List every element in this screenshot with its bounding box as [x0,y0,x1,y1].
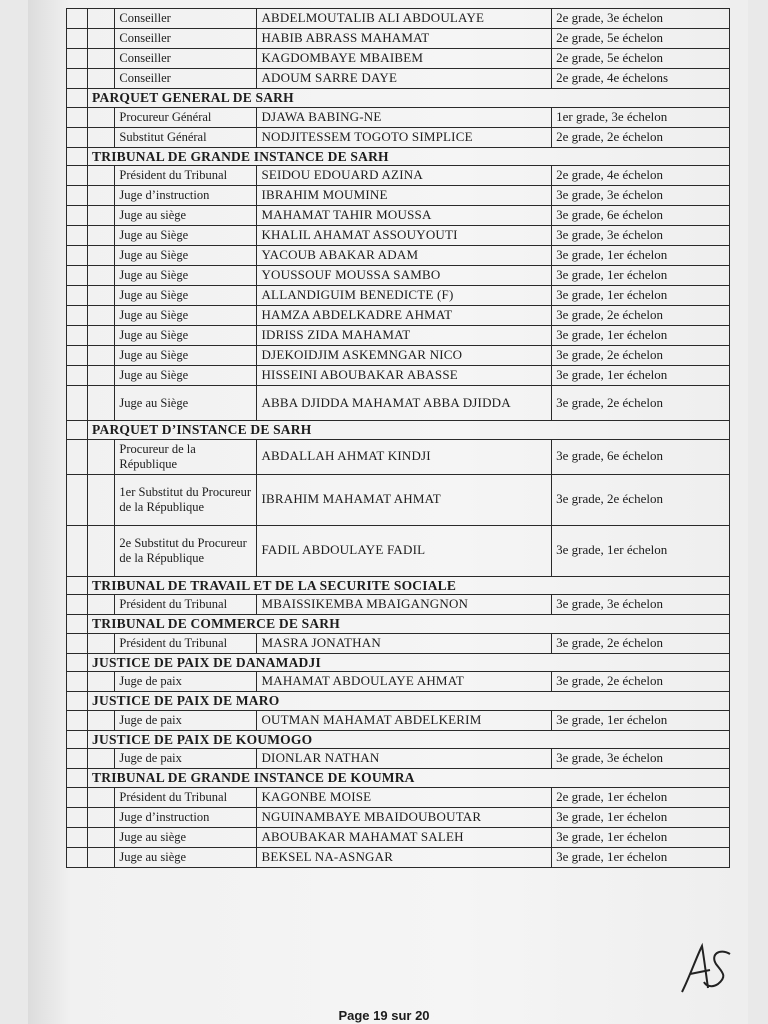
table-row [67,749,730,769]
blank-cell [67,107,88,127]
grade-cell: 2e grade, 4e échelon [552,166,730,186]
blank-cell [88,49,115,69]
page-number: Page 19 sur 20 [338,1008,430,1023]
blank-cell [67,206,88,226]
name-cell: IBRAHIM MAHAMAT AHMAT [257,474,552,525]
role-cell: Président du Tribunal [115,166,257,186]
name-cell: YOUSSOUF MOUSSA SAMBO [257,266,552,286]
table-row [67,847,730,867]
name-cell: NODJITESSEM TOGOTO SIMPLICE [257,127,552,147]
table-row [67,49,730,69]
section-title: TRIBUNAL DE GRANDE INSTANCE DE SARH [88,147,730,166]
blank-cell [88,186,115,206]
name-cell: ABDELMOUTALIB ALI ABDOULAYE [257,9,552,29]
name-cell: KHALIL AHAMAT ASSOUYOUTI [257,226,552,246]
table-row [67,346,730,366]
blank-cell [88,827,115,847]
role-cell: 1er Substitut du Procureur de la République [115,474,257,525]
table-row [67,672,730,692]
grade-cell: 3e grade, 3e échelon [552,595,730,615]
table-row [67,286,730,306]
grade-cell: 3e grade, 1er échelon [552,286,730,306]
table-row [67,206,730,226]
grade-cell: 3e grade, 1er échelon [552,525,730,576]
name-cell: DIONLAR NATHAN [257,749,552,769]
role-cell: Conseiller [115,29,257,49]
grade-cell: 3e grade, 3e échelon [552,186,730,206]
blank-cell [67,89,88,108]
grade-cell: 3e grade, 6e échelon [552,206,730,226]
blank-cell [88,266,115,286]
section-header-row [67,769,730,788]
name-cell: KAGONBE MOISE [257,787,552,807]
blank-cell [67,474,88,525]
blank-cell [67,692,88,711]
blank-cell [67,576,88,595]
blank-cell [88,29,115,49]
table-row [67,710,730,730]
table-row [67,166,730,186]
table-row [67,595,730,615]
grade-cell: 1er grade, 3e échelon [552,107,730,127]
grade-cell: 3e grade, 1er échelon [552,326,730,346]
name-cell: MBAISSIKEMBA MBAIGANGNON [257,595,552,615]
signature-initials [676,940,736,1000]
name-cell: ADOUM SARRE DAYE [257,69,552,89]
blank-cell [67,326,88,346]
section-title: JUSTICE DE PAIX DE DANAMADJI [88,653,730,672]
role-cell: Procureur Général [115,107,257,127]
grade-cell: 3e grade, 6e échelon [552,439,730,474]
table-row [67,266,730,286]
table-row [67,807,730,827]
name-cell: ABOUBAKAR MAHAMAT SALEH [257,827,552,847]
blank-cell [67,439,88,474]
section-title: PARQUET GENERAL DE SARH [88,89,730,108]
blank-cell [67,672,88,692]
section-header-row [67,692,730,711]
name-cell: MAHAMAT TAHIR MOUSSA [257,206,552,226]
section-header-row [67,576,730,595]
blank-cell [67,69,88,89]
grade-cell: 3e grade, 1er échelon [552,266,730,286]
grade-cell: 3e grade, 3e échelon [552,226,730,246]
grade-cell: 2e grade, 2e échelon [552,127,730,147]
blank-cell [67,166,88,186]
section-header-row [67,89,730,108]
blank-cell [88,787,115,807]
section-header-row [67,730,730,749]
grade-cell: 3e grade, 2e échelon [552,633,730,653]
grade-cell: 3e grade, 1er échelon [552,807,730,827]
name-cell: IDRISS ZIDA MAHAMAT [257,326,552,346]
table-row [67,107,730,127]
blank-cell [88,286,115,306]
name-cell: DJEKOIDJIM ASKEMNGAR NICO [257,346,552,366]
grade-cell: 2e grade, 4e échelons [552,69,730,89]
name-cell: BEKSEL NA-ASNGAR [257,847,552,867]
blank-cell [88,847,115,867]
section-title: PARQUET D’INSTANCE DE SARH [88,421,730,440]
section-title: TRIBUNAL DE TRAVAIL ET DE LA SECURITE SOCIALE [88,576,730,595]
grade-cell: 3e grade, 1er échelon [552,847,730,867]
grade-cell: 3e grade, 1er échelon [552,827,730,847]
name-cell: MASRA JONATHAN [257,633,552,653]
role-cell: Juge au Siège [115,266,257,286]
role-cell: Juge au Siège [115,286,257,306]
blank-cell [88,807,115,827]
blank-cell [67,386,88,421]
table-row [67,787,730,807]
blank-cell [67,827,88,847]
blank-cell [88,246,115,266]
role-cell: Conseiller [115,69,257,89]
appointments-table [66,8,730,868]
blank-cell [67,127,88,147]
name-cell: ABDALLAH AHMAT KINDJI [257,439,552,474]
blank-cell [67,847,88,867]
role-cell: Juge au Siège [115,366,257,386]
blank-cell [67,710,88,730]
grade-cell: 3e grade, 2e échelon [552,346,730,366]
role-cell: Juge au Siège [115,226,257,246]
grade-cell: 3e grade, 2e échelon [552,386,730,421]
table-row [67,306,730,326]
section-title: JUSTICE DE PAIX DE MARO [88,692,730,711]
name-cell: HABIB ABRASS MAHAMAT [257,29,552,49]
grade-cell: 3e grade, 1er échelon [552,710,730,730]
role-cell: Juge au siège [115,827,257,847]
blank-cell [88,166,115,186]
blank-cell [67,730,88,749]
grade-cell: 3e grade, 2e échelon [552,306,730,326]
role-cell: Juge au siège [115,206,257,226]
name-cell: KAGDOMBAYE MBAIBEM [257,49,552,69]
table-row [67,326,730,346]
role-cell: Procureur de la République [115,439,257,474]
grade-cell: 3e grade, 1er échelon [552,246,730,266]
blank-cell [88,749,115,769]
grade-cell: 3e grade, 2e échelon [552,672,730,692]
blank-cell [67,147,88,166]
section-header-row [67,421,730,440]
blank-cell [67,346,88,366]
role-cell: Juge au Siège [115,386,257,421]
table-row [67,439,730,474]
table-row [67,827,730,847]
blank-cell [67,366,88,386]
name-cell: FADIL ABDOULAYE FADIL [257,525,552,576]
role-cell: Juge au Siège [115,306,257,326]
table-row [67,127,730,147]
table-row [67,246,730,266]
role-cell: Juge de paix [115,710,257,730]
role-cell: Juge au Siège [115,246,257,266]
blank-cell [88,386,115,421]
blank-cell [67,9,88,29]
section-header-row [67,653,730,672]
role-cell: Conseiller [115,9,257,29]
table-row [67,366,730,386]
table-row [67,474,730,525]
blank-cell [88,107,115,127]
blank-cell [67,749,88,769]
role-cell: Juge de paix [115,749,257,769]
blank-cell [88,525,115,576]
blank-cell [67,787,88,807]
blank-cell [67,525,88,576]
grade-cell: 3e grade, 2e échelon [552,474,730,525]
blank-cell [88,474,115,525]
grade-cell: 3e grade, 1er échelon [552,366,730,386]
blank-cell [67,653,88,672]
table-row [67,9,730,29]
role-cell: 2e Substitut du Procureur de la République [115,525,257,576]
role-cell: Substitut Général [115,127,257,147]
blank-cell [67,266,88,286]
name-cell: NGUINAMBAYE MBAIDOUBOUTAR [257,807,552,827]
blank-cell [67,226,88,246]
name-cell: HISSEINI ABOUBAKAR ABASSE [257,366,552,386]
blank-cell [88,346,115,366]
role-cell: Juge au Siège [115,346,257,366]
table-row [67,226,730,246]
blank-cell [88,226,115,246]
blank-cell [67,246,88,266]
blank-cell [88,306,115,326]
table-row [67,69,730,89]
section-header-row [67,147,730,166]
blank-cell [88,633,115,653]
blank-cell [67,286,88,306]
role-cell: Juge d’instruction [115,186,257,206]
blank-cell [88,69,115,89]
role-cell: Président du Tribunal [115,633,257,653]
table-row [67,386,730,421]
blank-cell [88,672,115,692]
blank-cell [67,49,88,69]
grade-cell: 2e grade, 1er échelon [552,787,730,807]
name-cell: MAHAMAT ABDOULAYE AHMAT [257,672,552,692]
section-title: TRIBUNAL DE COMMERCE DE SARH [88,615,730,634]
grade-cell: 2e grade, 3e échelon [552,9,730,29]
table-row [67,186,730,206]
blank-cell [67,807,88,827]
name-cell: HAMZA ABDELKADRE AHMAT [257,306,552,326]
name-cell: IBRAHIM MOUMINE [257,186,552,206]
blank-cell [88,206,115,226]
section-header-row [67,615,730,634]
role-cell: Président du Tribunal [115,595,257,615]
name-cell: DJAWA BABING-NE [257,107,552,127]
blank-cell [88,9,115,29]
role-cell: Juge d’instruction [115,807,257,827]
blank-cell [67,421,88,440]
blank-cell [67,29,88,49]
grade-cell: 2e grade, 5e échelon [552,49,730,69]
name-cell: ALLANDIGUIM BENEDICTE (F) [257,286,552,306]
name-cell: YACOUB ABAKAR ADAM [257,246,552,266]
name-cell: SEIDOU EDOUARD AZINA [257,166,552,186]
name-cell: OUTMAN MAHAMAT ABDELKERIM [257,710,552,730]
blank-cell [67,306,88,326]
section-title: JUSTICE DE PAIX DE KOUMOGO [88,730,730,749]
blank-cell [88,595,115,615]
blank-cell [88,326,115,346]
blank-cell [67,769,88,788]
role-cell: Juge au siège [115,847,257,867]
blank-cell [88,439,115,474]
blank-cell [67,595,88,615]
blank-cell [67,186,88,206]
blank-cell [88,366,115,386]
table-row [67,525,730,576]
role-cell: Conseiller [115,49,257,69]
name-cell: ABBA DJIDDA MAHAMAT ABBA DJIDDA [257,386,552,421]
role-cell: Juge de paix [115,672,257,692]
blank-cell [67,633,88,653]
role-cell: Président du Tribunal [115,787,257,807]
role-cell: Juge au Siège [115,326,257,346]
blank-cell [67,615,88,634]
table-row [67,633,730,653]
grade-cell: 2e grade, 5e échelon [552,29,730,49]
blank-cell [88,710,115,730]
grade-cell: 3e grade, 3e échelon [552,749,730,769]
table-row [67,29,730,49]
blank-cell [88,127,115,147]
section-title: TRIBUNAL DE GRANDE INSTANCE DE KOUMRA [88,769,730,788]
